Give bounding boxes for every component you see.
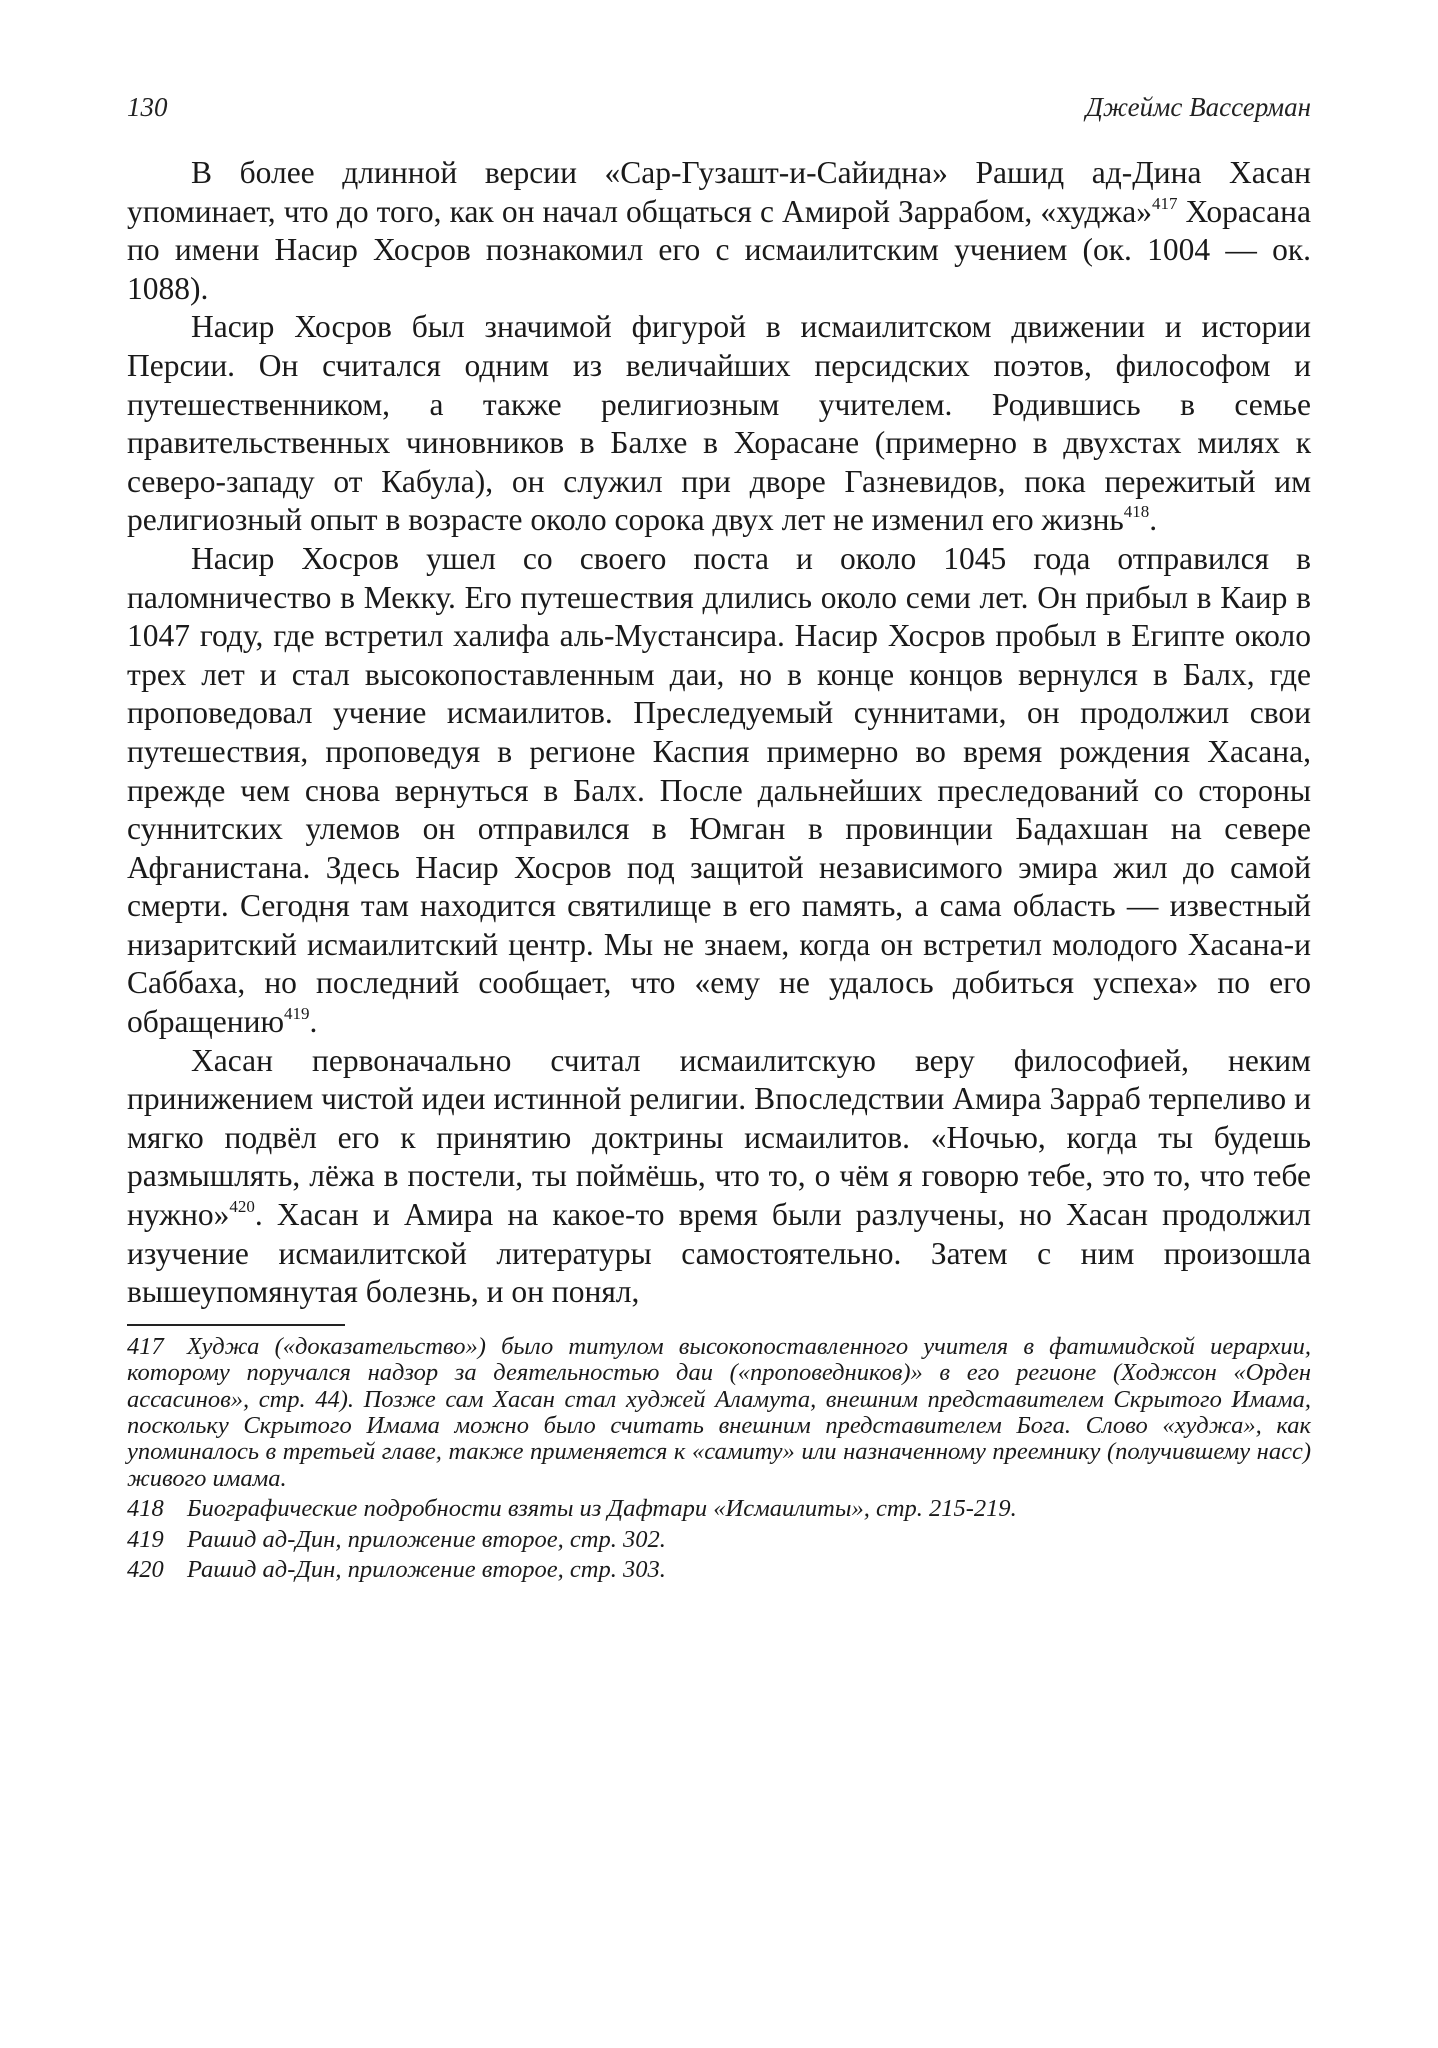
- paragraph-text: .: [1149, 502, 1158, 538]
- running-title: Джеймс Вассерман: [1085, 92, 1311, 122]
- paragraph-text: Хасан первоначально считал исмаилитскую веру философией, неким принижением чистой идеи истинной религии. Впоследствии Амира Зарраб терпеливо и мягко подвёл его к принятию доктрины исмаилитов. «Ночью, когда ты будешь размышлять, лёжа в постели, ты поймёшь, что то, о чём я говорю тебе, это то, что тебе нужно»: [127, 1042, 1311, 1233]
- footnote-ref[interactable]: 420: [229, 1197, 255, 1217]
- footnote-text: Биографические подробности взяты из Дафтари «Исмаилиты», стр. 215-219.: [187, 1495, 1017, 1523]
- footnote: 417 Худжа («доказательство») было титулом высокопоставленного учителя в фатимидской иерархии, которому поручался надзор за деятельностью даи («проповедников)» в его регионе (Ходжсон «Орден ассасинов», стр. 44). Позже сам Хасан стал худжей Аламута, внешним представителем Скрытого Имама, поскольку Скрытого Имама можно было считать внешним представителем Бога. Слово «худжа», как упоминалось в третьей главе, также применяется к «самиту» или назначенному преемнику (получившему насс) живого имама.: [127, 1332, 1311, 1492]
- book-page: [127, 92, 1311, 1583]
- paragraph-text: В более длинной версии «Сар-Гузашт-и-Сайидна» Рашид ад-Дина Хасан упоминает, что до того, как он начал общаться с Амирой Заррабом, «худжа»: [127, 155, 1311, 229]
- footnote-ref[interactable]: 417: [1151, 193, 1178, 213]
- footnote: 420 Рашид ад-Дин, приложение второе, стр. 303.: [127, 1557, 1311, 1583]
- paragraph: [127, 1042, 1311, 1312]
- footnote-text: Рашид ад-Дин, приложение второе, стр. 302.: [187, 1525, 666, 1553]
- footnotes: [127, 1334, 1311, 1584]
- footnote-text: Рашид ад-Дин, приложение второе, стр. 303.: [187, 1556, 666, 1584]
- running-header: [127, 92, 1311, 132]
- footnote: 419 Рашид ад-Дин, приложение второе, стр. 302.: [127, 1527, 1311, 1553]
- footnote: 418 Биографические подробности взяты из Дафтари «Исмаилиты», стр. 215-219.: [127, 1496, 1311, 1522]
- paragraph-text: . Хасан и Амира на какое-то время были разлучены, но Хасан продолжил изучение исмаилитской литературы самостоятельно. Затем с ним произошла вышеупомянутая болезнь, и он понял,: [127, 1197, 1311, 1310]
- paragraph: [127, 154, 1311, 308]
- paragraph: [127, 540, 1311, 1042]
- paragraph-text: Хорасана по имени Насир Хосров познакомил его с исмаилитским учением (ок. 1004 — ок. 1088).: [127, 193, 1311, 306]
- footnote-separator: [127, 1324, 345, 1326]
- footnote-ref[interactable]: 418: [1123, 502, 1150, 522]
- paragraph-text: .: [309, 1004, 318, 1040]
- footnote-ref[interactable]: 419: [284, 1004, 310, 1024]
- page-number: 130: [127, 92, 168, 122]
- paragraph-text: Насир Хосров ушел со своего поста и около 1045 года отправился в паломничество в Мекку. Его путешествия длились около семи лет. Он прибыл в Каир в 1047 году, где встретил халифа аль-Мустансира. Насир Хосров пробыл в Египте около трех лет и стал высокопоставленным даи, но в конце концов вернулся в Балх, где проповедовал учение исмаилитов. Преследуемый суннитами, он продолжил свои путешествия, проповедуя в регионе Каспия примерно во время рождения Хасана, прежде чем снова вернуться в Балх. После дальнейших преследований со стороны суннитских улемов он отправился в Юмган в провинции Бадахшан на севере Афганистана. Здесь Насир Хосров под защитой независимого эмира жил до самой смерти. Сегодня там находится святилище в его память, а сама область — известный низаритский исмаилитский центр. Мы не знаем, когда он встретил молодого Хасана-и Саббаха, но последний сообщает, что «ему не удалось добиться успеха» по его обращению: [127, 540, 1311, 1040]
- paragraph: [127, 308, 1311, 540]
- footnote-text: Худжа («доказательство») было титулом высокопоставленного учителя в фатимидской иерархии, которому поручался надзор за деятельностью даи («проповедников)» в его регионе (Ходжсон «Орден ассасинов», стр. 44). Позже сам Хасан стал худжей Аламута, внешним представителем Скрытого Имама, поскольку Скрытого Имама можно было считать внешним представителем Бога. Слово «худжа», как упоминалось в третьей главе, также применяется к «самиту» или назначенному преемнику (получившему насс) живого имама.: [127, 1332, 1311, 1492]
- body-text: [127, 154, 1311, 1312]
- paragraph-text: Насир Хосров был значимой фигурой в исмаилитском движении и истории Персии. Он считался одним из величайших персидских поэтов, философом и путешественником, а также религиозным учителем. Родившись в семье правительственных чиновников в Балхе в Хорасане (примерно в двухстах милях к северо-западу от Кабула), он служил при дворе Газневидов, пока пережитый им религиозный опыт в возрасте около сорока двух лет не изменил его жизнь: [127, 309, 1311, 538]
